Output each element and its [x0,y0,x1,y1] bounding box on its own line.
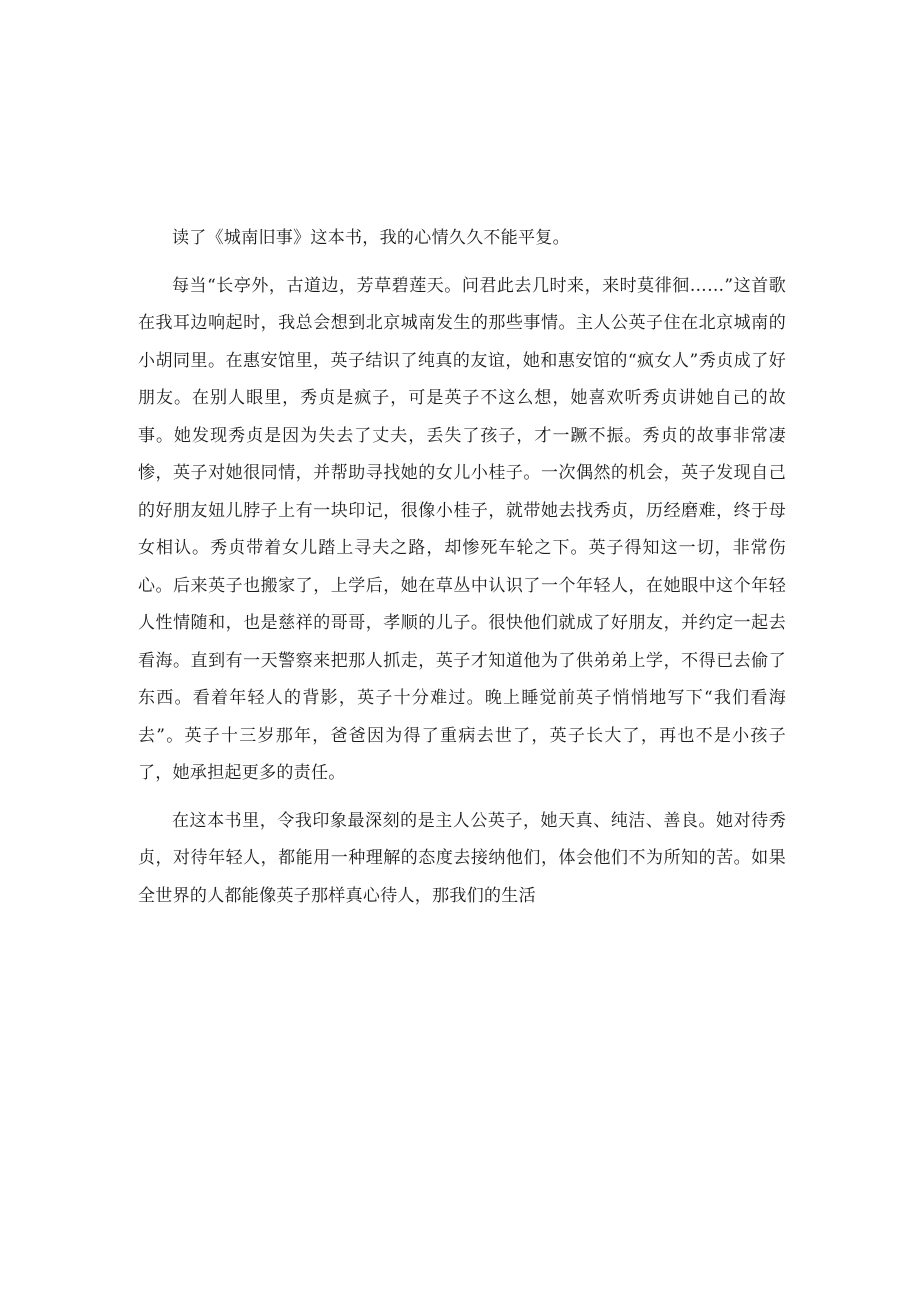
paragraph-intro: 读了《城南旧事》这本书，我的心情久久不能平复。 [172,228,570,248]
paragraph-reflection: 在这本书里，令我印象最深刻的是主人公英子，她天真、纯洁、善良。她对待秀贞，对待年轻人，都能用一种理解的态度去接纳他们，体会他们不为所知的苦。如果全世界的人都能像英子那样真心待人，那我们的生活 [138,810,786,906]
paragraph-story-summary: 每当“长亭外，古道边，芳草碧莲天。问君此去几时来，来时莫徘徊……”这首歌在我耳边响起时，我总会想到北京城南发生的那些事情。主人公英子住在北京城南的小胡同里。在惠安馆里，英子结识了纯真的友谊，她和惠安馆的“疯女人”秀贞成了好朋友。在别人眼里，秀贞是疯子，可是英子不这么想，她喜欢听秀贞讲她自己的故事。她发现秀贞是因为失去了丈夫，丢失了孩子，才一蹶不振。秀贞的故事非常凄惨，英子对她很同情，并帮助寻找她的女儿小桂子。一次偶然的机会，英子发现自己的好朋友妞儿脖子上有一块印记，很像小桂子，就带她去找秀贞，历经磨难，终于母女相认。秀贞带着女儿踏上寻夫之路，却惨死车轮之下。英子得知这一切，非常伤心。后来英子也搬家了，上学后，她在草丛中认识了一个年轻人，在她眼中这个年轻人性情随和，也是慈祥的哥哥，孝顺的儿子。很快他们就成了好朋友，并约定一起去看海。直到有一天警察来把那人抓走，英子才知道他为了供弟弟上学，不得已去偷了东西。看着年轻人的背影，英子十分难过。晚上睡觉前英子悄悄地写下“我们看海去”。英子十三岁那年，爸爸因为得了重病去世了，英子长大了，再也不是小孩子了，她承担起更多的责任。 [138,275,786,783]
document-body [138,220,786,925]
